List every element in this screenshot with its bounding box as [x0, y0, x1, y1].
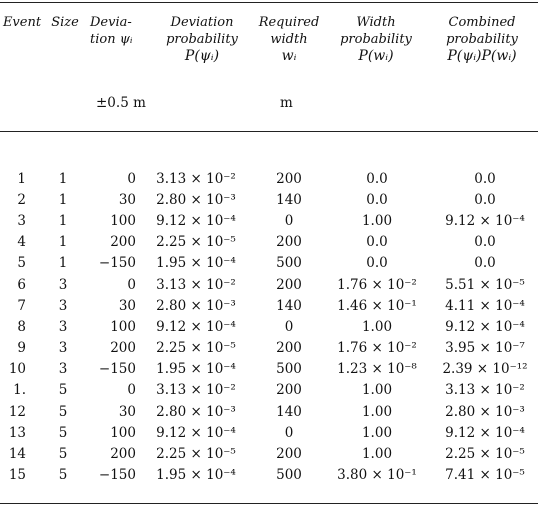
cell-deviation-probability: 3.13 × 10⁻² — [156, 276, 236, 293]
cell-combined-probability: 2.25 × 10⁻⁵ — [445, 446, 525, 463]
header-width-probability: Width probability P(wᵢ) — [340, 15, 412, 64]
cell-width-probability: 1.00 — [361, 403, 393, 420]
header-rule — [0, 131, 538, 132]
cell-width-probability: 0.0 — [366, 170, 388, 187]
header-combined-probability: Combined probability P(ψᵢ)P(wᵢ) — [446, 15, 518, 64]
cell-deviation-probability: 1.95 × 10⁻⁴ — [156, 361, 236, 378]
cell-combined-probability: 0.0 — [474, 170, 496, 187]
cell-event: 13 — [8, 424, 26, 441]
cell-deviation-probability: 9.12 × 10⁻⁴ — [156, 212, 236, 229]
cell-width-probability: 3.80 × 10⁻¹ — [337, 467, 417, 484]
cell-required-width: 0 — [284, 318, 294, 335]
cell-deviation: −150 — [98, 361, 136, 378]
cell-width-probability: 1.76 × 10⁻² — [337, 340, 417, 357]
table-row — [0, 189, 538, 210]
cell-deviation-probability: 2.80 × 10⁻³ — [156, 297, 236, 314]
table-row — [0, 380, 538, 401]
cell-event: 8 — [17, 318, 26, 335]
cell-required-width: 200 — [276, 382, 302, 399]
cell-size: 1 — [58, 255, 68, 272]
cell-deviation-probability: 2.25 × 10⁻⁵ — [156, 446, 236, 463]
unit-width: m — [280, 95, 293, 111]
cell-size: 5 — [58, 446, 68, 463]
cell-size: 3 — [58, 340, 68, 357]
table-row — [0, 210, 538, 231]
cell-deviation: −150 — [98, 255, 136, 272]
cell-width-probability: 0.0 — [366, 255, 388, 272]
cell-width-probability: 1.23 × 10⁻⁸ — [337, 361, 417, 378]
cell-required-width: 500 — [276, 467, 302, 484]
table-bottom-rule — [0, 503, 538, 504]
cell-width-probability: 1.76 × 10⁻² — [337, 276, 417, 293]
cell-required-width: 140 — [276, 191, 302, 208]
table-row — [0, 168, 538, 189]
cell-event: 14 — [8, 446, 26, 463]
cell-deviation: 30 — [118, 403, 136, 420]
cell-required-width: 200 — [276, 276, 302, 293]
cell-width-probability: 1.00 — [361, 424, 393, 441]
data-table — [0, 168, 538, 486]
cell-deviation-probability: 2.25 × 10⁻⁵ — [156, 234, 236, 251]
table-row — [0, 401, 538, 422]
cell-deviation: 100 — [110, 424, 136, 441]
table-row — [0, 443, 538, 464]
table-row — [0, 338, 538, 359]
header-required-width: Required width wᵢ — [258, 15, 320, 64]
cell-width-probability: 0.0 — [366, 191, 388, 208]
cell-event: 10 — [8, 361, 26, 378]
cell-width-probability: 1.46 × 10⁻¹ — [337, 297, 417, 314]
cell-event: 15 — [8, 467, 26, 484]
cell-deviation: 100 — [110, 318, 136, 335]
cell-required-width: 200 — [276, 446, 302, 463]
cell-event: 6 — [17, 276, 26, 293]
cell-size: 3 — [58, 318, 68, 335]
cell-event: 4 — [17, 234, 26, 251]
cell-combined-probability: 0.0 — [474, 191, 496, 208]
header-event: Event — [2, 15, 42, 30]
cell-combined-probability: 9.12 × 10⁻⁴ — [445, 318, 525, 335]
cell-width-probability: 0.0 — [366, 234, 388, 251]
table-row — [0, 422, 538, 443]
table-row — [0, 274, 538, 295]
cell-event: 3 — [17, 212, 26, 229]
cell-event: 7 — [17, 297, 26, 314]
cell-combined-probability: 0.0 — [474, 234, 496, 251]
cell-deviation-probability: 3.13 × 10⁻² — [156, 170, 236, 187]
table-row — [0, 359, 538, 380]
cell-deviation: 0 — [127, 276, 136, 293]
table-row — [0, 316, 538, 337]
cell-combined-probability: 3.95 × 10⁻⁷ — [445, 340, 525, 357]
unit-deviation: ±0.5 m — [96, 95, 146, 111]
cell-width-probability: 1.00 — [361, 446, 393, 463]
cell-event: 9 — [17, 340, 26, 357]
cell-deviation-probability: 9.12 × 10⁻⁴ — [156, 318, 236, 335]
cell-combined-probability: 9.12 × 10⁻⁴ — [445, 212, 525, 229]
cell-size: 1 — [58, 191, 68, 208]
cell-required-width: 0 — [284, 212, 294, 229]
cell-deviation-probability: 1.95 × 10⁻⁴ — [156, 255, 236, 272]
cell-deviation: 0 — [127, 170, 136, 187]
cell-required-width: 140 — [276, 403, 302, 420]
table-row — [0, 253, 538, 274]
table-row — [0, 295, 538, 316]
header-size: Size — [51, 15, 79, 30]
table-row — [0, 465, 538, 486]
cell-combined-probability: 2.80 × 10⁻³ — [445, 403, 525, 420]
cell-combined-probability: 7.41 × 10⁻⁵ — [445, 467, 525, 484]
cell-deviation: −150 — [98, 467, 136, 484]
cell-combined-probability: 9.12 × 10⁻⁴ — [445, 424, 525, 441]
cell-size: 5 — [58, 403, 68, 420]
cell-size: 1 — [58, 212, 68, 229]
cell-deviation: 200 — [110, 340, 136, 357]
cell-size: 3 — [58, 297, 68, 314]
cell-required-width: 500 — [276, 255, 302, 272]
cell-required-width: 500 — [276, 361, 302, 378]
cell-deviation-probability: 9.12 × 10⁻⁴ — [156, 424, 236, 441]
cell-deviation: 200 — [110, 234, 136, 251]
cell-size: 3 — [58, 361, 68, 378]
cell-deviation: 30 — [118, 297, 136, 314]
cell-deviation-probability: 1.95 × 10⁻⁴ — [156, 467, 236, 484]
cell-size: 5 — [58, 467, 68, 484]
cell-deviation: 0 — [127, 382, 136, 399]
cell-combined-probability: 5.51 × 10⁻⁵ — [445, 276, 525, 293]
cell-event: 2 — [17, 191, 26, 208]
cell-required-width: 200 — [276, 234, 302, 251]
cell-deviation: 100 — [110, 212, 136, 229]
header-deviation: Devia- tion ψᵢ — [90, 15, 133, 47]
cell-deviation-probability: 2.80 × 10⁻³ — [156, 403, 236, 420]
cell-size: 5 — [58, 382, 68, 399]
cell-combined-probability: 2.39 × 10⁻¹² — [442, 361, 528, 378]
cell-size: 1 — [58, 170, 68, 187]
cell-event: 5 — [17, 255, 26, 272]
cell-combined-probability: 3.13 × 10⁻² — [445, 382, 525, 399]
cell-width-probability: 1.00 — [361, 212, 393, 229]
cell-required-width: 140 — [276, 297, 302, 314]
cell-event: 12 — [8, 403, 26, 420]
cell-deviation: 30 — [118, 191, 136, 208]
cell-event: 1. — [13, 382, 26, 399]
cell-required-width: 200 — [276, 340, 302, 357]
cell-deviation-probability: 3.13 × 10⁻² — [156, 382, 236, 399]
cell-event: 1 — [17, 170, 26, 187]
cell-width-probability: 1.00 — [361, 318, 393, 335]
cell-width-probability: 1.00 — [361, 382, 393, 399]
cell-deviation: 200 — [110, 446, 136, 463]
table-top-rule — [0, 2, 538, 3]
cell-required-width: 200 — [276, 170, 302, 187]
cell-deviation-probability: 2.80 × 10⁻³ — [156, 191, 236, 208]
cell-required-width: 0 — [284, 424, 294, 441]
cell-size: 1 — [58, 234, 68, 251]
cell-combined-probability: 0.0 — [474, 255, 496, 272]
header-deviation-probability: Deviation probability P(ψᵢ) — [166, 15, 238, 64]
cell-size: 5 — [58, 424, 68, 441]
cell-deviation-probability: 2.25 × 10⁻⁵ — [156, 340, 236, 357]
table-row — [0, 232, 538, 253]
cell-combined-probability: 4.11 × 10⁻⁴ — [445, 297, 525, 314]
cell-size: 3 — [58, 276, 68, 293]
